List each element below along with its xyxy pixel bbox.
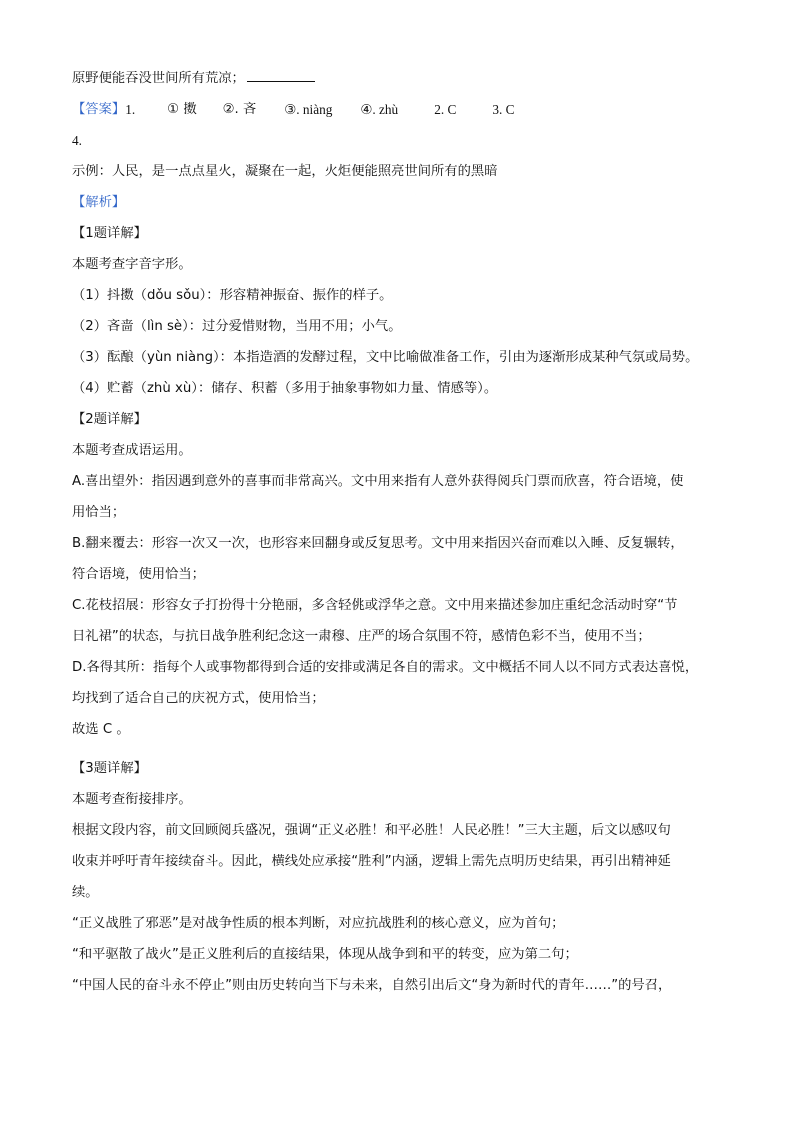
- answer-1-label: 1.: [125, 102, 136, 117]
- example-line: 示例：人民，是一点点星火，凝聚在一起，火炬便能照亮世间所有的黑暗: [72, 164, 498, 179]
- text-line: 本题考查成语运用。: [72, 443, 192, 458]
- text-line: 收束并呼吁青年接续奋斗。因此，横线处应承接“胜利”内涵，逻辑上需先点明历史结果，再引出精神延: [72, 854, 671, 869]
- text-line: 本题考查字音字形。: [72, 257, 192, 272]
- answer-1c: ③. niàng: [284, 102, 333, 117]
- text-line: 均找到了适合自己的庆祝方式，使用恰当；: [72, 691, 325, 706]
- text-line: “中国人民的奋斗永不停止”则由历史转向当下与未来，自然引出后文“身为新时代的青年……”的号召，: [72, 978, 672, 993]
- text-line: （4）贮蓄（zhù xù）：储存、积蓄（多用于抽象事物如力量、情感等）。: [72, 381, 498, 396]
- text-line: 故选 C 。: [72, 722, 130, 737]
- text-line: 符合语境，使用恰当；: [72, 567, 205, 582]
- answer-line: [72, 94, 734, 125]
- answer-1a: ① 擞: [167, 102, 197, 117]
- text-line: [72, 63, 734, 94]
- text-line: D.各得其所：指每个人或事物都得到合适的安排或满足各自的需求。文中概括不同人以不同方式表达喜悦，: [72, 660, 699, 675]
- section-title: 【3题详解】: [72, 761, 147, 776]
- answer-3: 3. C: [492, 102, 515, 117]
- text-line: A.喜出望外：指因遇到意外的喜事而非常高兴。文中用来指有人意外获得阅兵门票而欣喜，符合语境，使: [72, 474, 684, 489]
- section-title: 【2题详解】: [72, 412, 147, 427]
- answer-1b: ②. 吝: [222, 102, 257, 117]
- text-line: 用恰当；: [72, 505, 126, 520]
- text-line: “正义战胜了邪恶”是对战争性质的根本判断，对应抗战胜利的核心意义，应为首句；: [72, 916, 565, 931]
- analysis-tag: 【解析】: [72, 195, 126, 210]
- answer-tag: 【答案】: [72, 102, 126, 117]
- text-line: 续。: [72, 885, 99, 900]
- text-line: 日礼裙”的状态，与抗日战争胜利纪念这一肃穆、庄严的场合氛围不符，感情色彩不当，使用不当；: [72, 629, 651, 644]
- text-line: （3）酝酿（yùn niàng）：本指造酒的发酵过程，文中比喻做准备工作，引由为逐渐形成某种气氛或局势。: [72, 350, 699, 365]
- text-line: C.花枝招展：形容女子打扮得十分艳丽，多含轻佻或浮华之意。文中用来描述参加庄重纪念活动时穿“节: [72, 598, 678, 613]
- answer-2: 2. C: [434, 102, 457, 117]
- text-line: （1）抖擞（dǒu sǒu）：形容精神振奋、振作的样子。: [72, 288, 393, 303]
- text-line: 本题考查衔接排序。: [72, 792, 192, 807]
- answer-4-label: 4.: [72, 133, 82, 148]
- section-title: 【1题详解】: [72, 226, 147, 241]
- answer-1d: ④. zhù: [360, 102, 399, 117]
- text-line: B.翻来覆去：形容一次又一次，也形容来回翻身或反复思考。文中用来指因兴奋而难以入睡、反复辗转，: [72, 536, 684, 551]
- text-line: “和平驱散了战火”是正义胜利后的直接结果，体现从战争到和平的转变，应为第二句；: [72, 947, 578, 962]
- text-line: （2）吝啬（lìn sè）：过分爱惜财物，当用不用；小气。: [72, 319, 402, 334]
- fill-blank: [247, 67, 315, 82]
- text-span: 原野便能吞没世间所有荒凉；: [72, 71, 245, 86]
- text-line: 根据文段内容，前文回顾阅兵盛况，强调“正义必胜！和平必胜！人民必胜！”三大主题，后文以感叹句: [72, 823, 671, 838]
